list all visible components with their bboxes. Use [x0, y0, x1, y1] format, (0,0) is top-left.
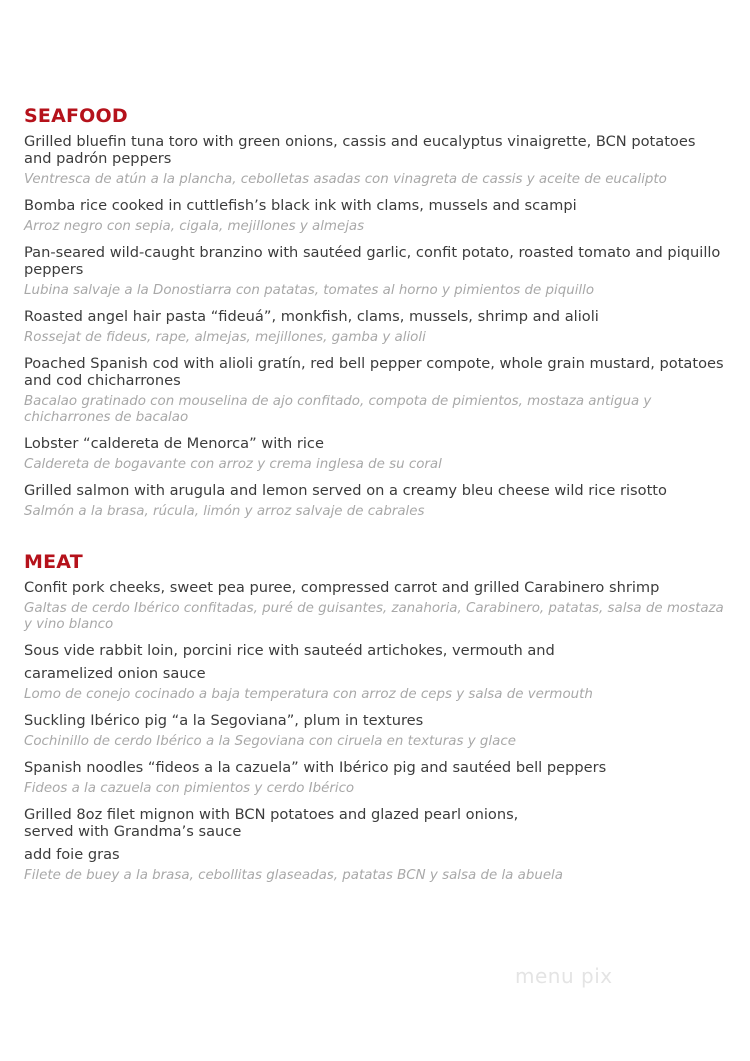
dish-name-en: Grilled 8oz filet mignon with BCN potatoes and glazed pearl onions, [24, 806, 519, 823]
menu-item [24, 435, 724, 473]
dish-name-en: Roasted angel hair pasta “fideuá”, monkfish, clams, mussels, shrimp and alioli [24, 308, 599, 325]
dish-name-es: Caldereta de bogavante con arroz y crema inglesa de su coral [24, 457, 442, 472]
section-meat [24, 550, 724, 884]
menu-item [24, 759, 724, 797]
dish-name-en: Pan-seared wild-caught branzino with sautéed garlic, confit potato, roasted tomato and piquillo peppers [24, 244, 721, 278]
dish-name-en: Spanish noodles “fideos a la cazuela” with Ibérico pig and sautéed bell peppers [24, 759, 607, 776]
dish-name-en-line2: served with Grandma’s sauce [24, 823, 242, 840]
dish-name-es: Bacalao gratinado con mouselina de ajo confitado, compota de pimientos, mostaza antigua y chicharrones de bacalao [24, 394, 652, 425]
dish-addon: add foie gras [24, 846, 120, 863]
dish-name-en: Confit pork cheeks, sweet pea puree, compressed carrot and grilled Carabinero shrimp [24, 579, 660, 596]
dish-name-es: Galtas de cerdo Ibérico confitadas, puré de guisantes, zanahoria, Carabinero, patatas, salsa de mostaza y vino blanco [24, 601, 724, 632]
dish-name-es: Lubina salvaje a la Donostiarra con patatas, tomates al horno y pimientos de piquillo [24, 283, 595, 298]
section-title-seafood: SEAFOOD [24, 105, 128, 127]
dish-name-es: Lomo de conejo cocinado a baja temperatura con arroz de ceps y salsa de vermouth [24, 687, 593, 702]
section-seafood [24, 104, 724, 520]
dish-name-es: Ventresca de atún a la plancha, cebolletas asadas con vinagreta de cassis y aceite de eucalipto [24, 172, 667, 187]
dish-name-es: Fideos a la cazuela con pimientos y cerdo Ibérico [24, 781, 355, 796]
dish-name-en: Suckling Ibérico pig “a la Segoviana”, plum in textures [24, 712, 424, 729]
menu-item [24, 244, 724, 299]
dish-name-en: Grilled bluefin tuna toro with green onions, cassis and eucalyptus vinaigrette, BCN potatoes and padrón peppers [24, 133, 696, 167]
watermark-logo: menu pix [515, 964, 613, 988]
dish-name-es: Arroz negro con sepia, cigala, mejillones y almejas [24, 219, 365, 234]
menu-item [24, 806, 724, 884]
menu-page [24, 104, 724, 893]
menu-item [24, 712, 724, 750]
dish-name-en: Poached Spanish cod with alioli gratín, red bell pepper compote, whole grain mustard, potatoes and cod chicharrones [24, 355, 724, 389]
dish-name-es: Salmón a la brasa, rúcula, limón y arroz salvaje de cabrales [24, 504, 425, 519]
dish-name-es: Filete de buey a la brasa, cebollitas glaseadas, patatas BCN y salsa de la abuela [24, 868, 563, 883]
dish-name-en: Grilled salmon with arugula and lemon served on a creamy bleu cheese wild rice risotto [24, 482, 667, 499]
menu-item [24, 133, 724, 188]
dish-name-en: Bomba rice cooked in cuttlefish’s black ink with clams, mussels and scampi [24, 197, 577, 214]
dish-name-es: Rossejat de fideus, rape, almejas, mejillones, gamba y alioli [24, 330, 426, 345]
menu-item [24, 642, 724, 703]
dish-name-es: Cochinillo de cerdo Ibérico a la Segoviana con ciruela en texturas y glace [24, 734, 516, 749]
menu-item [24, 579, 724, 633]
section-title-meat: MEAT [24, 551, 83, 573]
menu-item [24, 308, 724, 346]
dish-name-en: Lobster “caldereta de Menorca” with rice [24, 435, 324, 452]
menu-item [24, 355, 724, 426]
dish-name-en: Sous vide rabbit loin, porcini rice with sauteéd artichokes, vermouth and [24, 642, 555, 659]
dish-name-en-line2: caramelized onion sauce [24, 665, 206, 682]
menu-item [24, 482, 724, 520]
menu-item [24, 197, 724, 235]
